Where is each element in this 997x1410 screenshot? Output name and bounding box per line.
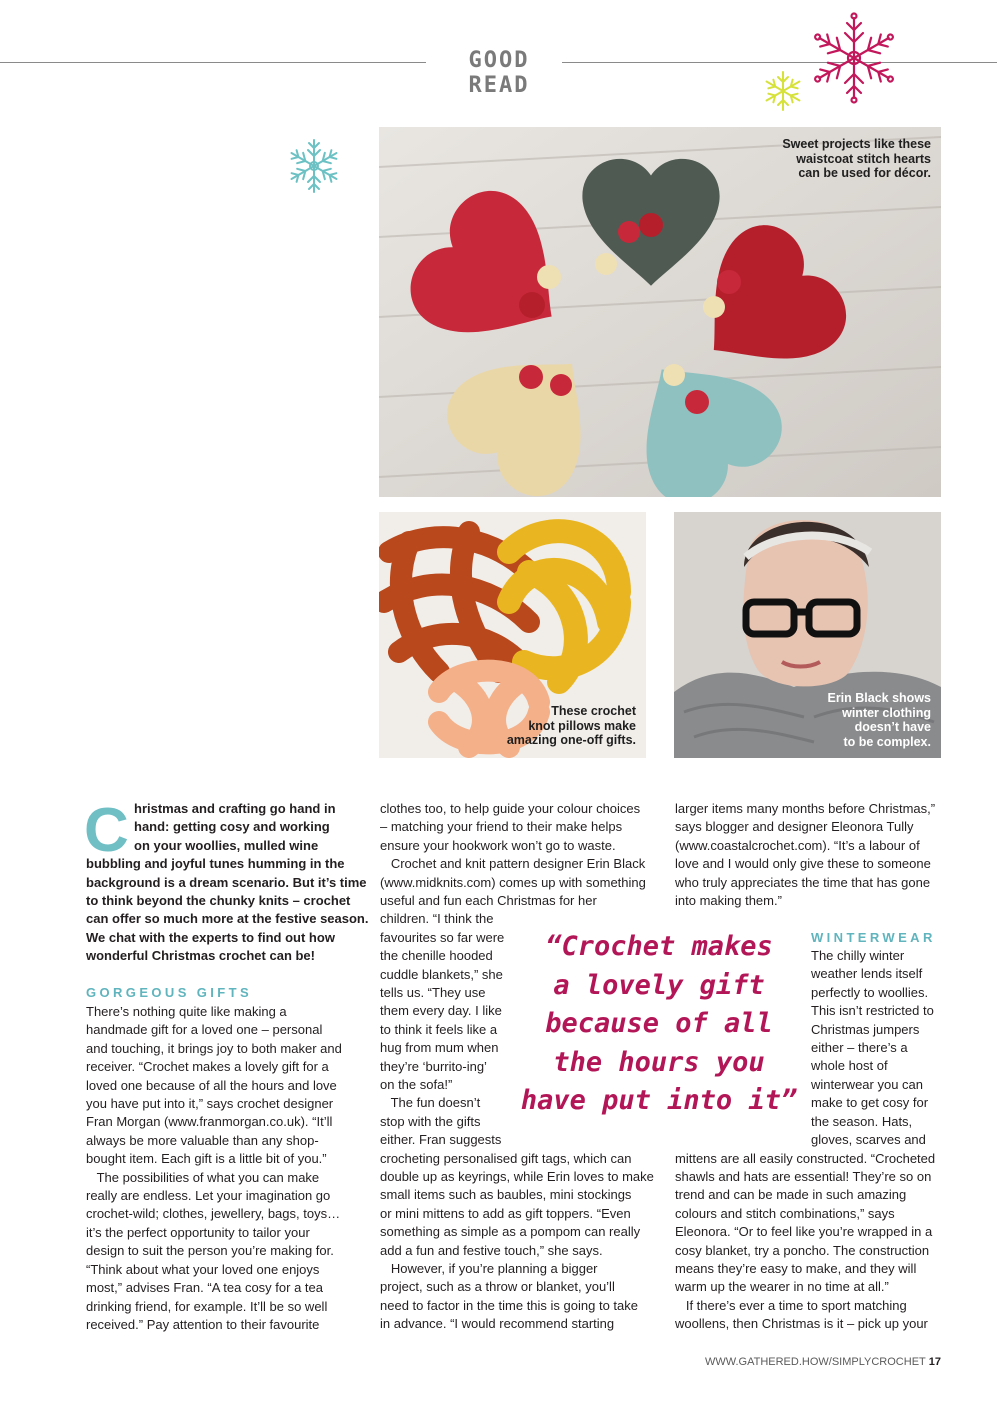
body-line: Eleonora. “Or to feel like you’re wrapped in a [675, 1224, 933, 1240]
footer-url: WWW.GATHERED.HOW/SIMPLYCROCHET [704, 1356, 926, 1368]
body-line: who truly appreciates the time that has gone [675, 874, 931, 890]
body-line: they’re ‘burrito-ing’ [380, 1058, 487, 1074]
body-line: make to get cosy for [811, 1095, 929, 1111]
body-line: bought item. Each gift is a little bit of you.” [86, 1151, 327, 1167]
drop-cap: C [84, 796, 129, 865]
intro-line: We chat with the experts to find out how [86, 929, 335, 945]
body-line: the chenille hooded [380, 948, 493, 964]
column-2-bottom [380, 1150, 654, 1334]
body-line: warm up the wearer in no time at all.” [675, 1279, 889, 1295]
intro-line: hristmas and crafting go hand in [134, 801, 336, 816]
body-line: shawls and hats are essential! They’re so on [675, 1169, 932, 1184]
column-3-narrow [811, 947, 934, 1149]
subhead-gorgeous-gifts: GORGEOUS GIFTS [86, 985, 253, 1000]
body-line: says blogger and designer Eleonora Tully [675, 819, 914, 835]
body-line: receiver. “Crochet makes a lovely gift for a [86, 1059, 329, 1075]
body-line: or mini mittens to add as gift toppers. “Even [380, 1205, 631, 1221]
body-line: perfectly to woollies. [811, 984, 929, 1000]
body-line: Christmas jumpers [811, 1021, 920, 1037]
body-line: favourites so far were [380, 929, 505, 945]
body-line: handmade gift for a loved one – personal [86, 1022, 323, 1038]
body-line: into making them.” [675, 893, 782, 909]
page-footer [705, 1356, 941, 1368]
snowflake-icon [284, 136, 344, 196]
body-line: means they’re easy to make, and they will [675, 1261, 917, 1277]
body-line: (www.coastalcrochet.com). “It’s a labour of [675, 837, 920, 853]
body-line: This isn’t restricted to [811, 1003, 934, 1019]
body-line: need to factor in the time this is going to take [380, 1297, 638, 1313]
column-2-narrow [380, 910, 504, 1149]
body-line: However, if you’re planning a bigger [380, 1261, 598, 1277]
page-number: 17 [928, 1356, 941, 1368]
body-line: The chilly winter [811, 948, 905, 963]
body-line: tells us. “They use [380, 985, 486, 1001]
body-line: gloves, scarves and [811, 1132, 926, 1148]
body-line: received.” Pay attention to their favourite [86, 1316, 320, 1332]
body-line: woollens, then Christmas is it – pick up your [675, 1316, 928, 1332]
body-line: weather lends itself [811, 966, 923, 982]
body-line: add a fun and festive touch,” she says. [380, 1242, 603, 1258]
body-line: If there’s ever a time to sport matching [675, 1297, 907, 1313]
intro-line: can offer so much more at the festive season. [86, 911, 369, 927]
body-line: it’s the perfect opportunity to tailor your [86, 1224, 310, 1240]
body-line: most,” advises Fran. “A tea cosy for a tea [86, 1280, 323, 1296]
caption-line: Sweet projects like these [782, 137, 931, 151]
quote-line: a lovely gift [553, 969, 765, 1001]
pillows-photo [379, 512, 646, 758]
header-rule-left [0, 62, 426, 63]
hearts-photo [379, 127, 941, 497]
snowflake-icon [806, 10, 902, 106]
body-line: design to suit the person you’re making for. [86, 1243, 334, 1259]
caption-line: amazing one-off gifts. [506, 733, 636, 747]
header-rule-right [562, 62, 997, 63]
snowflake-icon [760, 68, 806, 114]
body-line: double up as keyrings, while Erin loves to make [380, 1169, 654, 1184]
body-line: to think it feels like a [380, 1021, 498, 1037]
body-line: hug from mum when [380, 1040, 499, 1056]
intro-line: background is a dream scenario. But it’s time [86, 874, 367, 890]
intro-line: wonderful Christmas crochet can be! [86, 948, 315, 964]
portrait-photo [674, 512, 941, 758]
body-line: The fun doesn’t [380, 1095, 481, 1111]
body-line: larger items many months before Christmas,” [675, 801, 936, 816]
body-line: on the sofa!” [380, 1077, 453, 1093]
intro-lines-indented [134, 800, 336, 855]
intro-line: bubbling and joyful tunes humming in the [86, 856, 345, 872]
subhead-winterwear: WINTERWEAR [811, 930, 936, 945]
caption-line: These crochet [551, 704, 636, 718]
body-line: loved one because of all the hours and love [86, 1077, 337, 1093]
body-line: winterwear you can [811, 1076, 923, 1092]
body-line: really are endless. Let your imagination go [86, 1188, 331, 1204]
body-line: trend and can be made in such amazing [675, 1187, 907, 1203]
body-line: either. Fran suggests [380, 1132, 502, 1148]
body-line: useful and fun each Christmas for her [380, 893, 597, 909]
body-line: whole host of [811, 1058, 888, 1074]
body-line: drinking friend, for example. It’ll be so well [86, 1298, 328, 1314]
intro-lines-full [86, 855, 368, 965]
body-line: them every day. I like [380, 1003, 502, 1019]
caption-line: Erin Black shows [827, 691, 931, 705]
body-line: (www.midknits.com) comes up with something [380, 874, 646, 890]
body-line: “Think about what your loved one enjoys [86, 1261, 320, 1277]
column-2-top [380, 800, 646, 910]
body-line: Crochet and knit pattern designer Erin Black [380, 856, 646, 872]
pull-quote [514, 928, 804, 1121]
body-line: – matching your friend to their make helps [380, 819, 623, 835]
intro-line: hand: getting cosy and working [134, 819, 330, 835]
body-line: the season. Hats, [811, 1113, 913, 1129]
body-line: project, such as a throw or blanket, you’ll [380, 1279, 615, 1295]
body-line: crochet-wild; clothes, jewellery, bags, toys… [86, 1206, 341, 1222]
body-line: cuddle blankets,” she [380, 966, 503, 982]
quote-line: “Crochet makes [545, 931, 773, 962]
column-3-bottom [675, 1150, 935, 1334]
body-line: either – there’s a [811, 1040, 908, 1056]
quote-line: because of all [545, 1008, 773, 1040]
body-line: crocheting personalised gift tags, which can [380, 1150, 632, 1166]
body-line: stop with the gifts [380, 1113, 481, 1129]
caption-line: knot pillows make [528, 718, 636, 733]
portrait-caption [827, 691, 931, 749]
pillows-caption [507, 704, 636, 748]
body-line: in advance. “I would recommend starting [380, 1316, 615, 1332]
body-line: The possibilities of what you can make [86, 1169, 320, 1185]
body-line: something as simple as a pompom can really [380, 1224, 641, 1240]
intro-line: on your woollies, mulled wine [134, 837, 319, 853]
caption-line: winter clothing [842, 705, 931, 720]
column-3-top [675, 800, 935, 910]
body-line: clothes too, to help guide your colour choices [380, 801, 641, 816]
body-line: and touching, it brings joy to both maker and [86, 1040, 342, 1056]
body-line: you have put into it,” says crochet designer [86, 1096, 334, 1112]
body-line: There’s nothing quite like making a [86, 1004, 287, 1019]
body-line: small items such as baubles, mini stockings [380, 1187, 632, 1203]
body-line: cosy blanket, try a poncho. The construction [675, 1242, 930, 1258]
body-line: mittens are all easily constructed. “Crocheted [675, 1150, 936, 1166]
hearts-caption [782, 137, 931, 181]
caption-line: doesn’t have [854, 720, 931, 734]
body-line: colours and stitch combinations,” says [675, 1205, 895, 1221]
body-line: children. “I think the [380, 911, 494, 927]
caption-line: to be complex. [843, 734, 931, 749]
column-1-body [86, 1003, 342, 1334]
quote-line: have put into it” [520, 1085, 798, 1117]
body-line: always be more valuable than any shop- [86, 1132, 319, 1148]
caption-line: can be used for décor. [798, 166, 931, 180]
body-line: Fran Morgan (www.franmorgan.co.uk). “It’ll [86, 1114, 333, 1130]
quote-line: the hours you [553, 1046, 765, 1078]
body-line: ensure your hookwork won’t go to waste. [380, 837, 616, 853]
body-line: love and I would only give these to someone [675, 856, 931, 872]
caption-line: waistcoat stitch hearts [796, 151, 931, 166]
section-label: GOOD READ [468, 48, 530, 98]
intro-line: to think beyond the chunky knits – crochet [86, 893, 351, 908]
